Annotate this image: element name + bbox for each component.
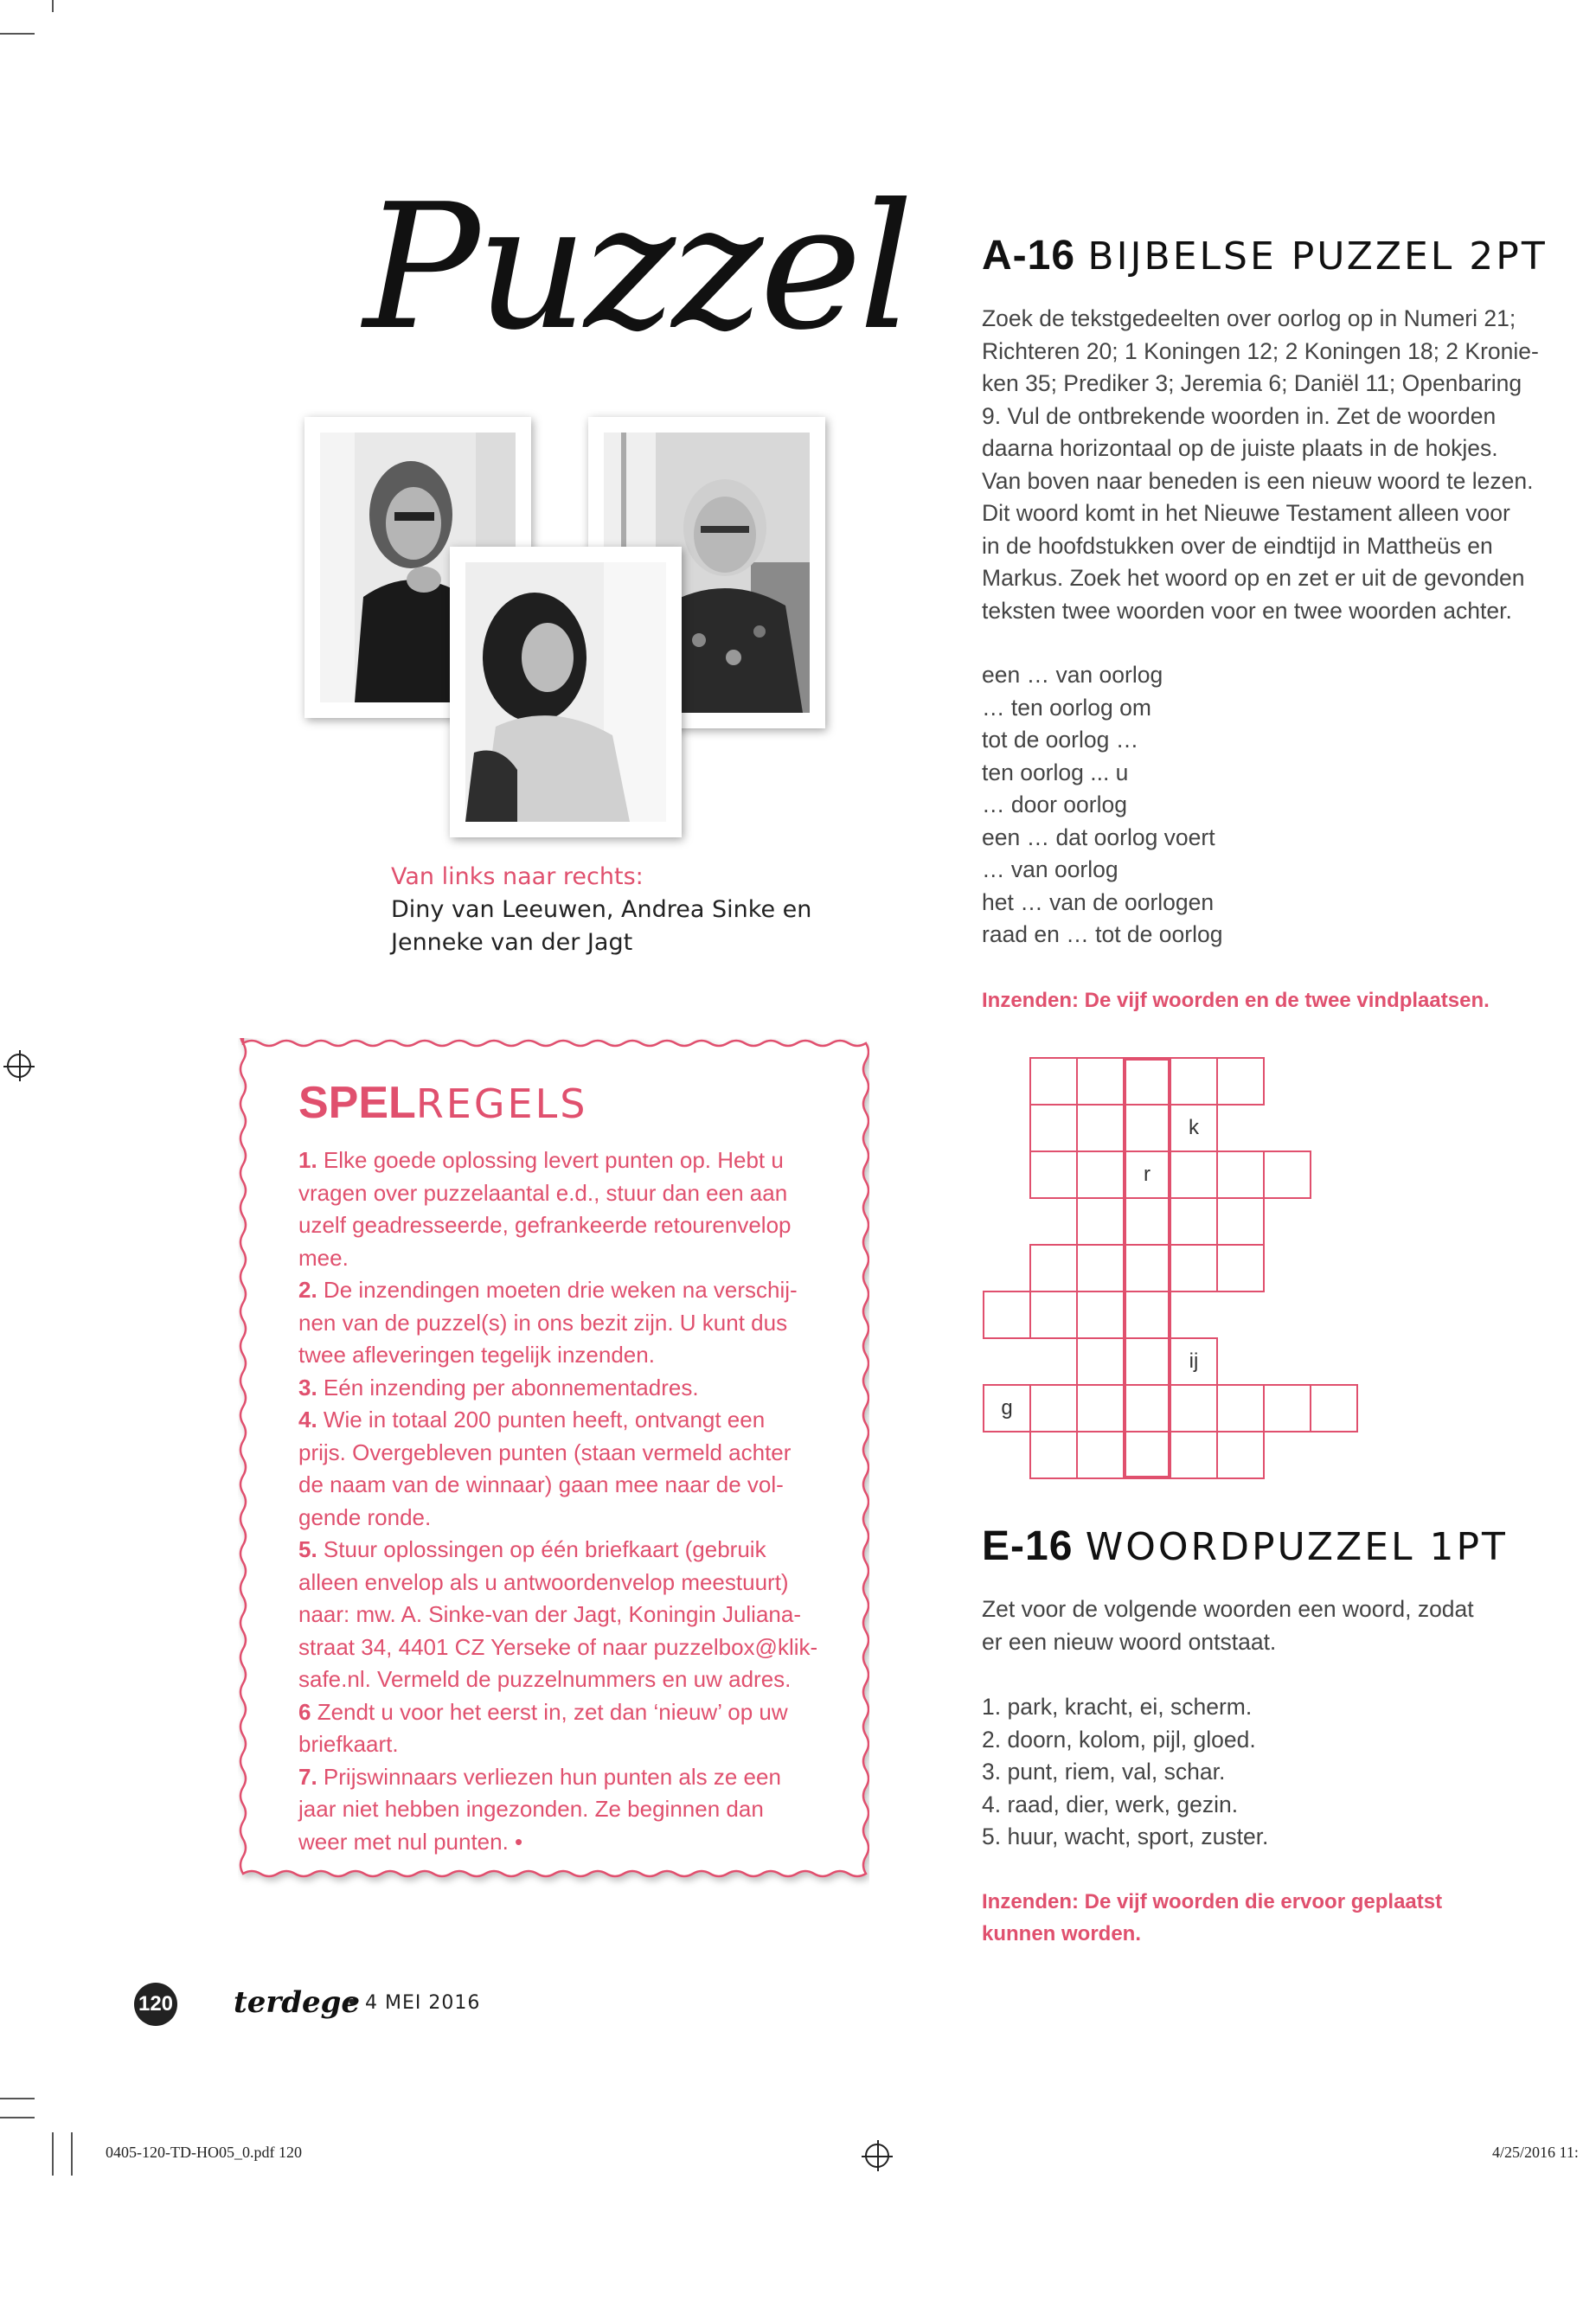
photo-caption — [391, 861, 811, 959]
rule-line: de naam van de winnaar) gaan mee naar de vol- — [298, 1471, 784, 1497]
grid-letter: r — [1144, 1163, 1151, 1186]
rule-line: vragen over puzzelaantal e.d., stuur dan een aan — [298, 1179, 788, 1206]
clue-line: … door oorlog — [982, 792, 1127, 817]
rule-number: 5. — [298, 1536, 317, 1562]
grid-cell[interactable] — [1076, 1431, 1125, 1479]
rule-line: Elke goede oplossing levert punten op. Hebt u — [323, 1147, 784, 1173]
rule-line: briefkaart. — [298, 1731, 399, 1757]
grid-cell[interactable] — [1029, 1431, 1078, 1479]
grid-cell[interactable] — [1123, 1057, 1171, 1106]
grid-cell[interactable] — [1123, 1337, 1171, 1386]
a16-intro — [982, 303, 1579, 627]
grid-cell[interactable] — [1170, 1104, 1218, 1152]
page-number-badge: 120 — [134, 1983, 177, 2026]
caption-line: Jenneke van der Jagt — [391, 929, 633, 956]
grid-cell[interactable] — [1123, 1244, 1171, 1292]
grid-cell[interactable] — [1123, 1291, 1171, 1339]
grid-cell[interactable] — [1216, 1197, 1265, 1246]
grid-cell[interactable] — [1170, 1150, 1218, 1199]
rule-number: 7. — [298, 1763, 317, 1790]
rule-item — [298, 1696, 835, 1761]
grid-cell[interactable] — [1076, 1337, 1125, 1386]
a16-code: A-16 — [982, 233, 1076, 279]
rule-line: straat 34, 4401 CZ Yerseke of naar puzzelbox@klik- — [298, 1633, 818, 1660]
e16-intro-line: er een nieuw woord ontstaat. — [982, 1628, 1277, 1655]
rule-line: uzelf geadresseerde, gefrankeerde retourenvelop — [298, 1212, 792, 1238]
grid-cell[interactable] — [1263, 1150, 1311, 1199]
grid-cell[interactable] — [983, 1384, 1031, 1433]
grid-cell[interactable] — [1029, 1104, 1078, 1152]
grid-cell[interactable] — [1170, 1244, 1218, 1292]
grid-cell[interactable] — [1076, 1384, 1125, 1433]
print-slug-file: 0405-120-TD-HO05_0.pdf 120 — [106, 2144, 302, 2161]
e16-intro-line: Zet voor de volgende woorden een woord, zodat — [982, 1596, 1474, 1622]
e16-title — [982, 1522, 1508, 1570]
clue-line: tot de oorlog … — [982, 727, 1139, 753]
rule-line: Stuur oplossingen op één briefkaart (gebruik — [323, 1536, 766, 1562]
puzzel-logo: Puzzel — [363, 167, 911, 369]
crop-mark — [71, 2132, 73, 2176]
a16-intro-line: ken 35; Prediker 3; Jeremia 6; Daniël 11; Openbaring — [982, 370, 1522, 396]
a16-intro-line: Zoek de tekstgedeelten over oorlog op in Numeri 21; — [982, 305, 1516, 331]
a16-intro-line: teksten twee woorden voor en twee woorden achter. — [982, 597, 1512, 624]
grid-cell[interactable] — [1076, 1150, 1125, 1199]
a16-clues — [982, 659, 1501, 952]
clue-line: het … van de oorlogen — [982, 888, 1215, 915]
grid-cell[interactable] — [1123, 1431, 1171, 1479]
grid-cell[interactable] — [1029, 1057, 1078, 1106]
clue-line: een … dat oorlog voert — [982, 824, 1215, 850]
issue-date: • 4 MEI 2016 — [346, 1992, 481, 2014]
a16-intro-line: Van boven naar beneden is een nieuw woord te lezen. — [982, 467, 1534, 494]
rule-line: Zendt u voor het eerst in, zet dan ‘nieuw’ op uw — [317, 1698, 788, 1725]
grid-cell[interactable] — [1216, 1384, 1265, 1433]
rule-line: Prijswinnaars verliezen hun punten als ze een — [323, 1763, 781, 1790]
grid-cell[interactable] — [983, 1291, 1031, 1339]
a16-intro-line: 9. Vul de ontbrekende woorden in. Zet de woorden — [982, 402, 1497, 429]
e16-items — [982, 1691, 1501, 1854]
grid-cell[interactable] — [1170, 1384, 1218, 1433]
e16-send-line: kunnen worden. — [982, 1922, 1142, 1945]
e16-intro — [982, 1593, 1553, 1658]
grid-letter: ij — [1189, 1349, 1199, 1373]
print-slug-timestamp: 4/25/2016 11: — [1492, 2144, 1579, 2161]
rule-line: De inzendingen moeten drie weken na verschij- — [323, 1277, 798, 1303]
grid-cell[interactable] — [1076, 1197, 1125, 1246]
rule-item — [298, 1274, 835, 1372]
a16-intro-line: Richteren 20; 1 Koningen 12; 2 Koningen 18; 2 Kronie- — [982, 337, 1539, 364]
rule-number: 1. — [298, 1147, 317, 1173]
grid-cell[interactable] — [1076, 1244, 1125, 1292]
rule-line: Wie in totaal 200 punten heeft, ontvangt een — [323, 1407, 766, 1433]
grid-cell[interactable] — [1076, 1057, 1125, 1106]
e16-item: 3. punt, riem, val, schar. — [982, 1759, 1226, 1785]
grid-letter: k — [1189, 1116, 1199, 1139]
clue-line: een … van oorlog — [982, 662, 1163, 688]
rule-line: prijs. Overgebleven punten (staan vermeld achter — [298, 1439, 792, 1465]
grid-cell[interactable] — [1170, 1337, 1218, 1386]
a16-send-instruction: Inzenden: De vijf woorden en de twee vindplaatsen. — [982, 989, 1490, 1012]
grid-cell[interactable] — [1029, 1291, 1078, 1339]
rule-line: jaar niet hebben ingezonden. Ze beginnen dan — [298, 1796, 764, 1822]
grid-letter: g — [1001, 1396, 1013, 1420]
rule-number: 3. — [298, 1374, 317, 1400]
rule-item — [298, 1372, 835, 1405]
caption-line: Van links naar rechts: — [391, 863, 644, 890]
grid-cell[interactable] — [1170, 1057, 1218, 1106]
rule-line: gende ronde. — [298, 1503, 432, 1530]
rules-title — [298, 1077, 587, 1129]
e16-item: 1. park, kracht, ei, scherm. — [982, 1694, 1253, 1720]
crop-mark — [0, 2117, 35, 2118]
registration-mark-icon — [865, 2144, 889, 2168]
a16-intro-line: daarna horizontaal op de juiste plaats in de hokjes. — [982, 435, 1498, 461]
crop-mark — [52, 0, 54, 12]
rule-line: safe.nl. Vermeld de puzzelnummers en uw adres. — [298, 1666, 792, 1692]
rule-number: 4. — [298, 1407, 317, 1433]
registration-mark-icon — [7, 1054, 31, 1078]
e16-send-instruction — [982, 1886, 1442, 1950]
crop-mark — [0, 33, 35, 35]
grid-cell[interactable] — [1076, 1104, 1125, 1152]
a16-intro-line: Dit woord komt in het Nieuwe Testament alleen voor — [982, 500, 1510, 526]
photo-andrea-image — [465, 562, 666, 822]
grid-cell[interactable] — [1029, 1150, 1078, 1199]
e16-item: 4. raad, dier, werk, gezin. — [982, 1791, 1239, 1817]
grid-cell[interactable] — [1123, 1384, 1171, 1433]
grid-cell[interactable] — [1216, 1244, 1265, 1292]
grid-cell[interactable] — [1216, 1057, 1265, 1106]
rules-title-bold: SPEL — [298, 1078, 416, 1128]
grid-cell[interactable] — [1170, 1431, 1218, 1479]
clue-line: … ten oorlog om — [982, 694, 1151, 721]
crop-mark — [52, 2132, 54, 2176]
rule-line: Eén inzending per abonnementadres. — [323, 1374, 699, 1400]
e16-code: E-16 — [982, 1523, 1074, 1569]
rule-line: alleen envelop als u antwoordenvelop meestuurt) — [298, 1568, 789, 1595]
rule-number: 6 — [298, 1698, 311, 1725]
e16-name: WOORDPUZZEL 1PT — [1085, 1525, 1508, 1569]
brand-logo: terdege — [234, 1985, 361, 2020]
a16-intro-line: in de hoofdstukken over de eindtijd in Mattheüs en — [982, 532, 1493, 559]
a16-title — [982, 232, 1548, 279]
e16-item: 5. huur, wacht, sport, zuster. — [982, 1823, 1269, 1849]
grid-cell[interactable] — [1310, 1384, 1358, 1433]
e16-send-line: Inzenden: De vijf woorden die ervoor geplaatst — [982, 1890, 1443, 1913]
clue-line: raad en … tot de oorlog — [982, 921, 1223, 947]
rule-line: weer met nul punten. • — [298, 1828, 523, 1855]
grid-cell[interactable] — [1076, 1291, 1125, 1339]
a16-intro-line: Markus. Zoek het woord op en zet er uit de gevonden — [982, 565, 1525, 591]
crop-mark — [0, 2098, 35, 2099]
grid-cell[interactable] — [1216, 1431, 1265, 1479]
rule-item — [298, 1144, 835, 1274]
caption-line: Diny van Leeuwen, Andrea Sinke en — [391, 896, 812, 923]
solution-column — [1123, 1057, 1171, 1479]
rule-number: 2. — [298, 1277, 317, 1303]
grid-cell[interactable] — [1123, 1197, 1171, 1246]
rule-item — [298, 1534, 835, 1696]
clue-line: … van oorlog — [982, 856, 1118, 882]
grid-cell[interactable] — [1170, 1197, 1218, 1246]
photo-andrea — [450, 547, 682, 837]
rule-line: nen van de puzzel(s) in ons bezit zijn. U kunt dus — [298, 1309, 788, 1336]
grid-cell[interactable] — [1029, 1244, 1078, 1292]
grid-cell[interactable] — [1216, 1150, 1265, 1199]
a16-name: BIJBELSE PUZZEL 2PT — [1087, 234, 1548, 279]
rule-line: naar: mw. A. Sinke-van der Jagt, Koningin Juliana- — [298, 1601, 801, 1627]
rule-item — [298, 1761, 835, 1859]
grid-cell[interactable] — [1123, 1150, 1171, 1199]
clue-line: ten oorlog ... u — [982, 759, 1129, 785]
rules-list — [298, 1144, 835, 1858]
grid-cell[interactable] — [1263, 1384, 1311, 1433]
grid-cell[interactable] — [1029, 1384, 1078, 1433]
rule-item — [298, 1404, 835, 1534]
rules-title-thin: REGELS — [415, 1080, 588, 1127]
grid-cell[interactable] — [1123, 1104, 1171, 1152]
e16-item: 2. doorn, kolom, pijl, gloed. — [982, 1726, 1256, 1753]
rule-line: twee afleveringen tegelijk inzenden. — [298, 1342, 655, 1368]
rule-line: mee. — [298, 1244, 349, 1271]
